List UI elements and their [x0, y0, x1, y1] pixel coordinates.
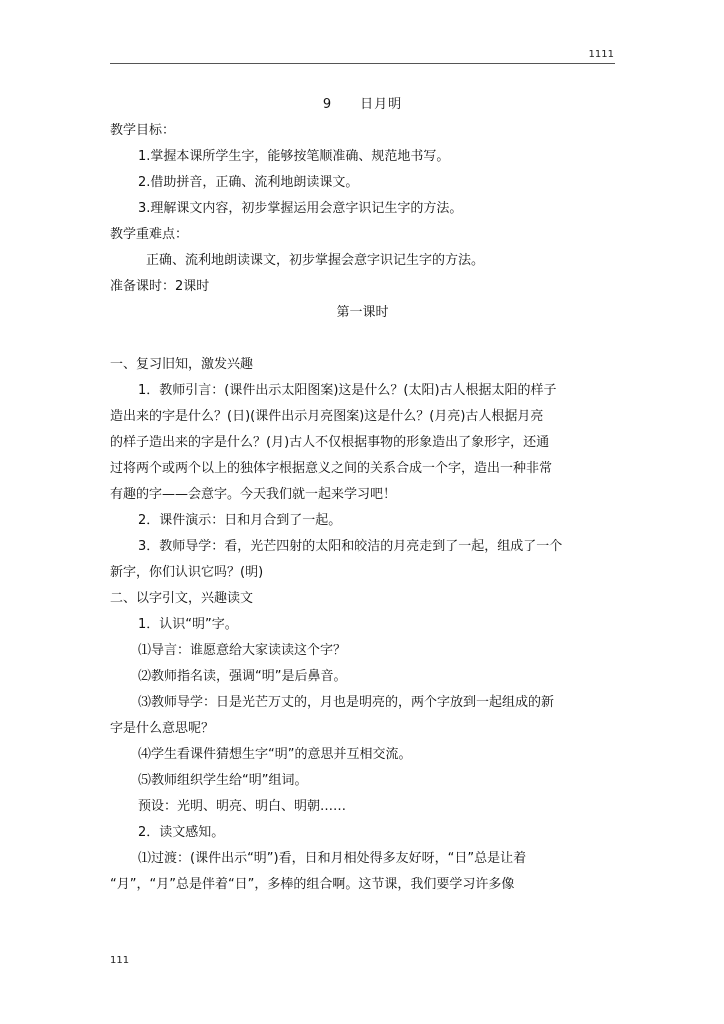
- paragraph-line: 3．教师导学：看，光芒四射的太阳和皎洁的月亮走到了一起，组成了一个: [138, 539, 563, 554]
- paragraph-line: ⑴过渡：(课件出示“明”)看，日和月相处得多友好呀，“日”总是让着: [138, 851, 527, 866]
- paragraph-line: 有趣的字——会意字。今天我们就一起来学习吧！: [110, 487, 397, 502]
- paragraph-line: 的样子造出来的字是什么？(月)古人不仅根据事物的形象造出了象形字，还通: [110, 435, 550, 450]
- goal-item: 3.理解课文内容，初步掌握运用会意字识记生字的方法。: [138, 201, 463, 216]
- document-body: [110, 92, 615, 898]
- paragraph-line: ⑸教师组织学生给“明”组词。: [138, 773, 308, 788]
- paragraph-line: 1．认识“明”字。: [138, 617, 238, 632]
- paragraph-line: 2．读文感知。: [138, 825, 225, 840]
- paragraph-line: 2．课件演示：日和月合到了一起。: [138, 513, 342, 528]
- paragraph-line: 造出来的字是什么？(日)(课件出示月亮图案)这是什么？(月亮)古人根据月亮: [110, 409, 544, 424]
- paragraph-line: “月”，“月”总是伴着“日”，多棒的组合啊。这节课，我们要学习许多像: [110, 877, 515, 892]
- paragraph-line: 新字，你们认识它吗？(明): [110, 565, 264, 580]
- prep-periods: 准备课时：2课时: [110, 279, 210, 294]
- goal-item: 1.掌握本课所学生字，能够按笔顺准确、规范地书写。: [138, 149, 450, 164]
- paragraph-line: 1．教师引言：(课件出示太阳图案)这是什么？(太阳)古人根据太阳的样子: [138, 383, 557, 398]
- period-title: 第一课时: [336, 305, 389, 320]
- key-points-text: 正确、流利地朗读课文，初步掌握会意字识记生字的方法。: [146, 253, 485, 268]
- part1-heading: 一、复习旧知，激发兴趣: [110, 357, 254, 372]
- part2-heading: 二、以字引文，兴趣读文: [110, 591, 254, 606]
- paragraph-line: ⑵教师指名读，强调“明”是后鼻音。: [138, 669, 347, 684]
- paragraph-line: ⑴导言：谁愿意给大家读读这个字？: [138, 643, 347, 658]
- key-points-heading: 教学重难点：: [110, 227, 189, 242]
- header-rule: [110, 63, 615, 64]
- goal-item: 2.借助拼音，正确、流利地朗读课文。: [138, 175, 359, 190]
- paragraph-line: 字是什么意思呢？: [110, 721, 215, 736]
- paragraph-line: ⑷学生看课件猜想生字“明”的意思并互相交流。: [138, 747, 412, 762]
- paragraph-line: 预设：光明、明亮、明白、明朝……: [138, 799, 347, 814]
- goals-heading: 教学目标：: [110, 123, 176, 138]
- lesson-name: 日月明: [360, 97, 403, 112]
- lesson-number: 9: [322, 97, 333, 112]
- paragraph-line: 过将两个或两个以上的独体字根据意义之间的关系合成一个字，造出一种非常: [110, 461, 553, 476]
- paragraph-line: ⑶教师导学：日是光芒万丈的，月也是明亮的，两个字放到一起组成的新: [138, 695, 555, 710]
- spacer: [110, 326, 615, 352]
- lesson-title: [110, 92, 615, 118]
- page-footer-number: 111: [110, 955, 130, 966]
- page-header-number: 1111: [588, 49, 614, 60]
